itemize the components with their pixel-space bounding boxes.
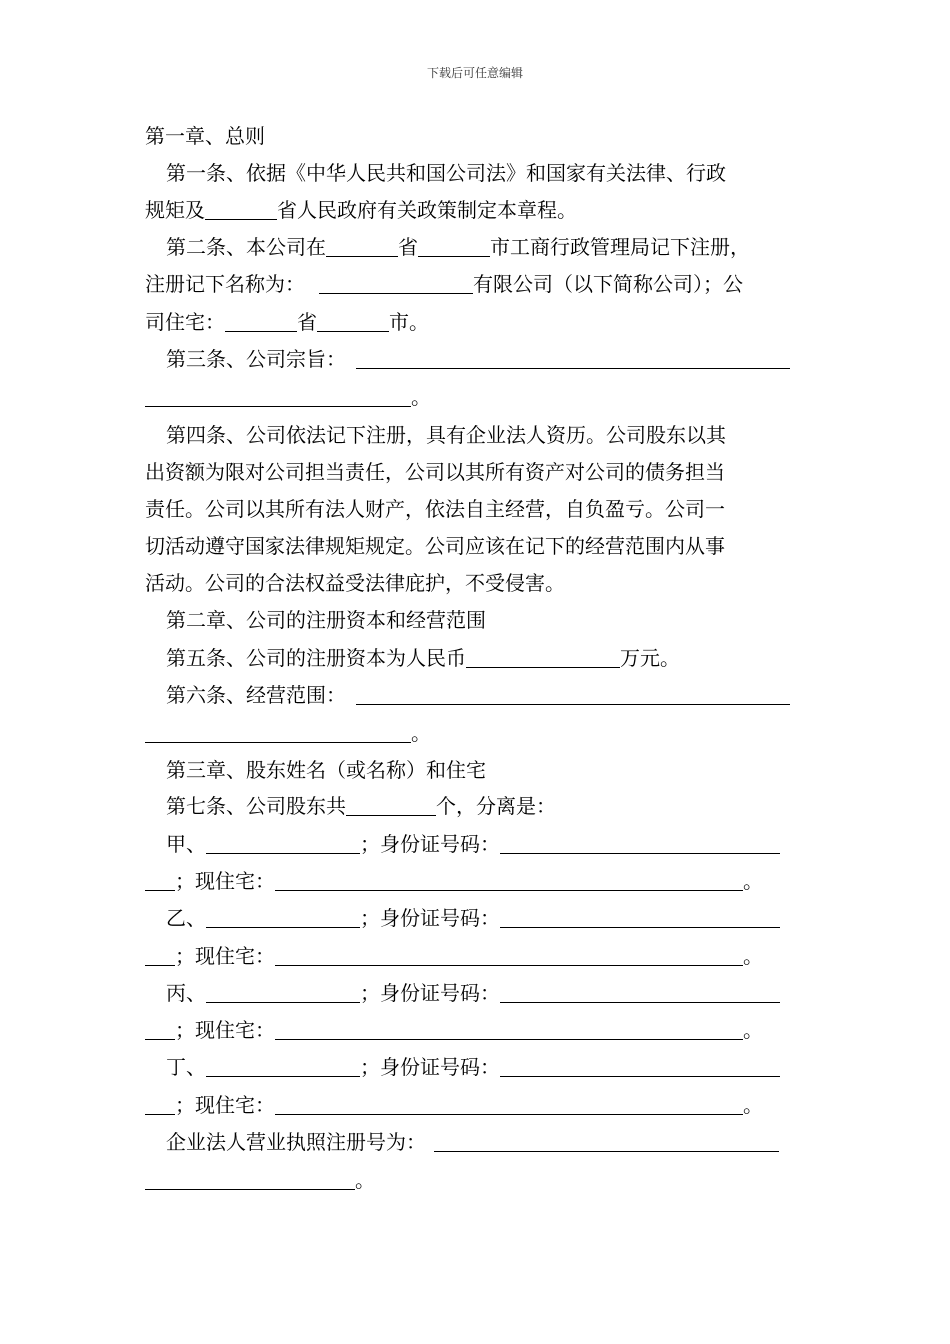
id-blank-cont <box>145 872 175 891</box>
city-blank <box>418 238 490 257</box>
shareholder-count-blank <box>346 797 436 816</box>
address-blank <box>275 947 743 966</box>
chapter-2-title: 第二章、公司的注册资本和经营范围 <box>166 608 486 632</box>
shareholder-c: 丙、 ；身份证号码： <box>166 981 831 1005</box>
article-1-cont: 规矩及 省人民政府有关政策制定本章程。 <box>145 198 577 222</box>
license-blank <box>434 1133 779 1152</box>
chapter-1-title: 第一章、总则 <box>145 124 265 148</box>
id-blank <box>500 984 780 1003</box>
article-4-line-4: 切活动遵守国家法律规矩规定。公司应该在记下的经营范围内从事 <box>145 534 725 558</box>
article-3-cont: 。 <box>145 385 810 409</box>
capital-blank <box>466 649 620 668</box>
article-2-address: 司住宅： 省 市。 <box>145 310 429 334</box>
city-blank <box>317 313 389 332</box>
name-blank <box>206 835 360 854</box>
purpose-blank-cont <box>145 388 411 407</box>
article-5: 第五条、公司的注册资本为人民币 万元。 <box>166 646 680 670</box>
id-blank <box>500 909 780 928</box>
shareholder-b-address: ；现住宅： 。 <box>145 944 810 968</box>
article-1: 第一条、依据《中华人民共和国公司法》和国家有关法律、行政 <box>166 161 726 185</box>
scope-blank-cont <box>145 724 411 743</box>
address-blank <box>275 872 743 891</box>
article-6-cont: 。 <box>145 721 810 745</box>
id-blank-cont <box>145 947 175 966</box>
name-blank <box>206 984 360 1003</box>
province-blank <box>225 313 297 332</box>
id-blank-cont <box>145 1096 175 1115</box>
license-blank-cont <box>145 1171 355 1190</box>
id-blank <box>500 835 780 854</box>
name-blank <box>206 1058 360 1077</box>
chapter-3-title: 第三章、股东姓名（或名称）和住宅 <box>166 758 486 782</box>
article-2: 第二条、本公司在 省 市工商行政管理局记下注册， <box>166 235 750 259</box>
shareholder-b: 乙、 ；身份证号码： <box>166 906 831 930</box>
address-blank <box>275 1096 743 1115</box>
shareholder-a: 甲、 ；身份证号码： <box>166 832 831 856</box>
license-number-cont: 。 <box>145 1168 810 1192</box>
shareholder-a-address: ；现住宅： 。 <box>145 869 810 893</box>
scope-blank <box>356 686 790 705</box>
article-6: 第六条、经营范围： <box>166 683 831 707</box>
company-name-blank <box>319 275 473 294</box>
shareholder-c-address: ；现住宅： 。 <box>145 1018 810 1042</box>
article-4-line-2: 出资额为限对公司担当责任，公司以其所有资产对公司的债务担当 <box>145 460 725 484</box>
article-4-line-5: 活动。公司的合法权益受法律庇护，不受侵害。 <box>145 571 565 595</box>
article-4: 第四条、公司依法记下注册，具有企业法人资历。公司股东以其 <box>166 423 726 447</box>
purpose-blank <box>356 350 790 369</box>
id-blank-cont <box>145 1021 175 1040</box>
article-3: 第三条、公司宗旨： <box>166 347 831 371</box>
page-header: 下载后可任意编辑 <box>426 66 523 80</box>
shareholder-d: 丁、 ；身份证号码： <box>166 1055 831 1079</box>
license-number: 企业法人营业执照注册号为： <box>166 1130 831 1154</box>
name-blank <box>206 909 360 928</box>
article-7: 第七条、公司股东共 个，分离是： <box>166 794 556 818</box>
article-4-line-3: 责任。公司以其所有法人财产，依法自主经营，自负盈亏。公司一 <box>145 497 725 521</box>
article-2-cont: 注册记下名称为： 有限公司（以下简称公司）；公 <box>145 272 743 296</box>
shareholder-d-address: ；现住宅： 。 <box>145 1093 810 1117</box>
province-blank <box>326 238 398 257</box>
id-blank <box>500 1058 780 1077</box>
address-blank <box>275 1021 743 1040</box>
province-blank <box>205 201 277 220</box>
